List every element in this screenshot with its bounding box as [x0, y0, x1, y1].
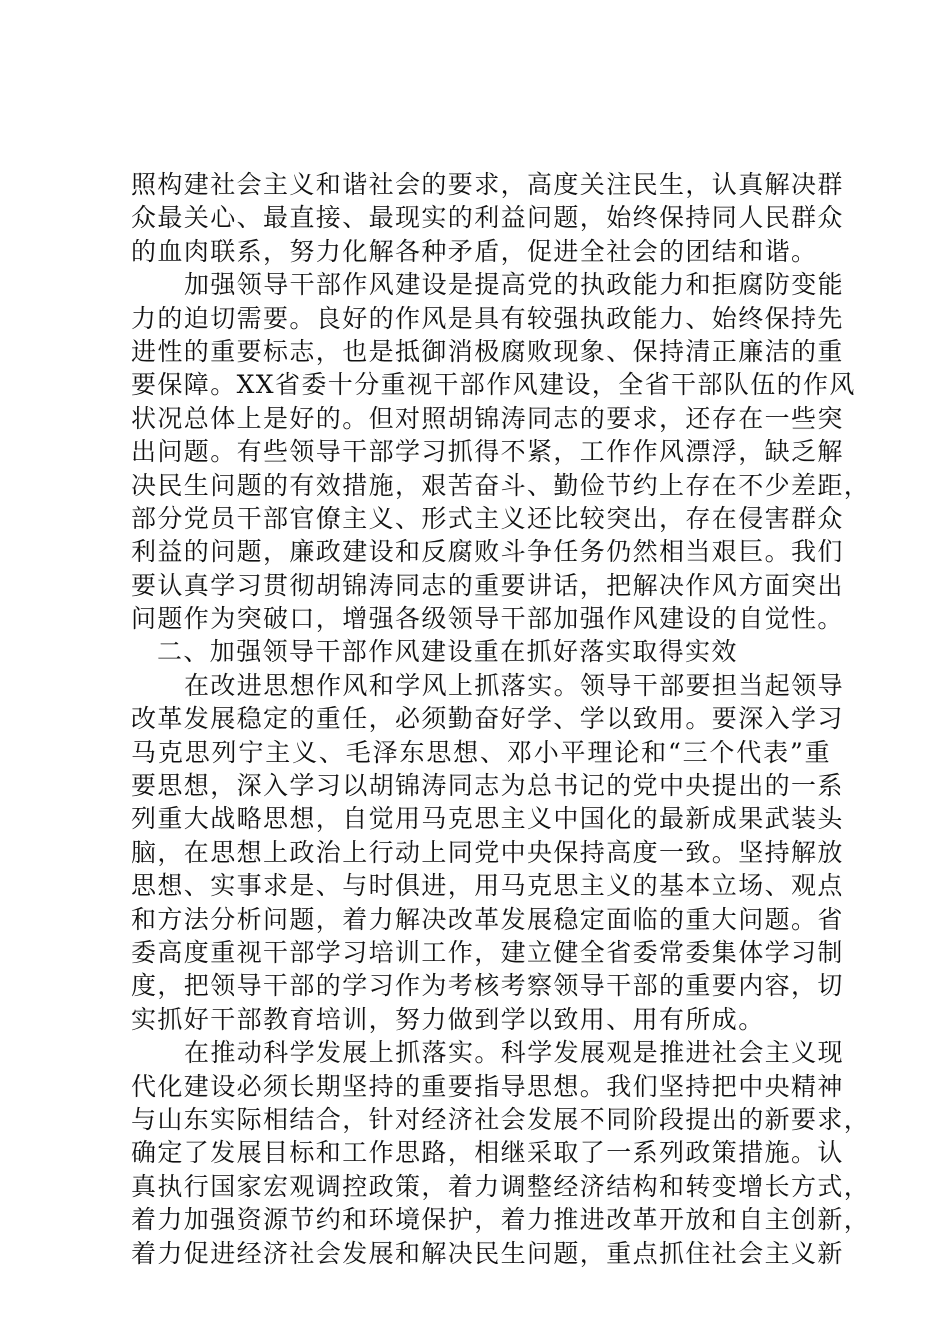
paragraph	[131, 1036, 871, 1270]
text-line: 委高度重视干部学习培训工作，建立健全省委常委集体学习制	[131, 937, 844, 967]
text-line: 在推动科学发展上抓落实。科学发展观是推进社会主义现	[184, 1038, 845, 1068]
document-body	[131, 168, 871, 1270]
text-line: 着力促进经济社会发展和解决民生问题，重点抓住社会主义新	[131, 1238, 844, 1268]
text-line: 着力加强资源节约和环境保护，着力推进改革开放和自主创新，	[131, 1205, 871, 1235]
text-line: 代化建设必须长期坚持的重要指导思想。我们坚持把中央精神	[131, 1071, 844, 1101]
paragraph	[131, 669, 845, 1036]
text-line: 在改进思想作风和学风上抓落实。领导干部要担当起领导	[184, 670, 845, 700]
text-line: 照构建社会主义和谐社会的要求，高度关注民生，认真解决群	[131, 170, 844, 199]
text-line: 出问题。有些领导干部学习抓得不紧，工作作风漂浮，缺乏解	[131, 437, 844, 467]
text-line: 要保障。XX省委十分重视干部作风建设，全省干部队伍的作风	[131, 370, 856, 400]
text-line: 进性的重要标志，也是抵御消极腐败现象、保持清正廉洁的重	[131, 336, 844, 366]
text-line: 改革发展稳定的重任，必须勤奋好学、学以致用。要深入学习	[131, 704, 844, 734]
text-line: 状况总体上是好的。但对照胡锦涛同志的要求，还存在一些突	[131, 403, 844, 433]
text-line: 部分党员干部官僚主义、形式主义还比较突出，存在侵害群众	[131, 503, 844, 533]
text-line: 的血肉联系，努力化解各种矛盾，促进全社会的团结和谐。	[131, 236, 818, 266]
text-line: 真执行国家宏观调控政策，着力调整经济结构和转变增长方式，	[131, 1171, 871, 1201]
text-line: 与山东实际相结合，针对经济社会发展不同阶段提出的新要求，	[131, 1104, 871, 1134]
text-line: 要认真学习贯彻胡锦涛同志的重要讲话，把解决作风方面突出	[131, 570, 844, 600]
text-line: 要思想，深入学习以胡锦涛同志为总书记的党中央提出的一系	[131, 771, 844, 801]
text-line: 二、加强领导干部作风建设重在抓好落实取得实效	[157, 637, 738, 667]
paragraph	[131, 168, 844, 268]
text-line: 度，把领导干部的学习作为考核考察领导干部的重要内容，切	[131, 971, 844, 1001]
text-line: 思想、实事求是、与时俱进，用马克思主义的基本立场、观点	[131, 871, 844, 901]
text-line: 确定了发展目标和工作思路，相继采取了一系列政策措施。认	[131, 1138, 844, 1168]
paragraph	[131, 268, 871, 635]
text-line: 众最关心、最直接、最现实的利益问题，始终保持同人民群众	[131, 203, 844, 233]
text-line: 决民生问题的有效措施，艰苦奋斗、勤俭节约上存在不少差距，	[131, 470, 871, 500]
text-line: 力的迫切需要。良好的作风是具有较强执政能力、始终保持先	[131, 303, 844, 333]
text-line: 列重大战略思想，自觉用马克思主义中国化的最新成果武装头	[131, 804, 844, 834]
text-line: 实抓好干部教育培训，努力做到学以致用、用有所成。	[131, 1004, 765, 1034]
text-line: 马克思列宁主义、毛泽东思想、邓小平理论和“三个代表”重	[131, 737, 831, 767]
text-line: 利益的问题，廉政建设和反腐败斗争任务仍然相当艰巨。我们	[131, 537, 844, 567]
text-line: 问题作为突破口，增强各级领导干部加强作风建设的自觉性。	[131, 604, 844, 634]
section-heading	[131, 635, 831, 668]
text-line: 和方法分析问题，着力解决改革发展稳定面临的重大问题。省	[131, 904, 844, 934]
text-line: 加强领导干部作风建设是提高党的执政能力和拒腐防变能	[184, 270, 845, 300]
text-line: 脑，在思想上政治上行动上同党中央保持高度一致。坚持解放	[131, 837, 844, 867]
